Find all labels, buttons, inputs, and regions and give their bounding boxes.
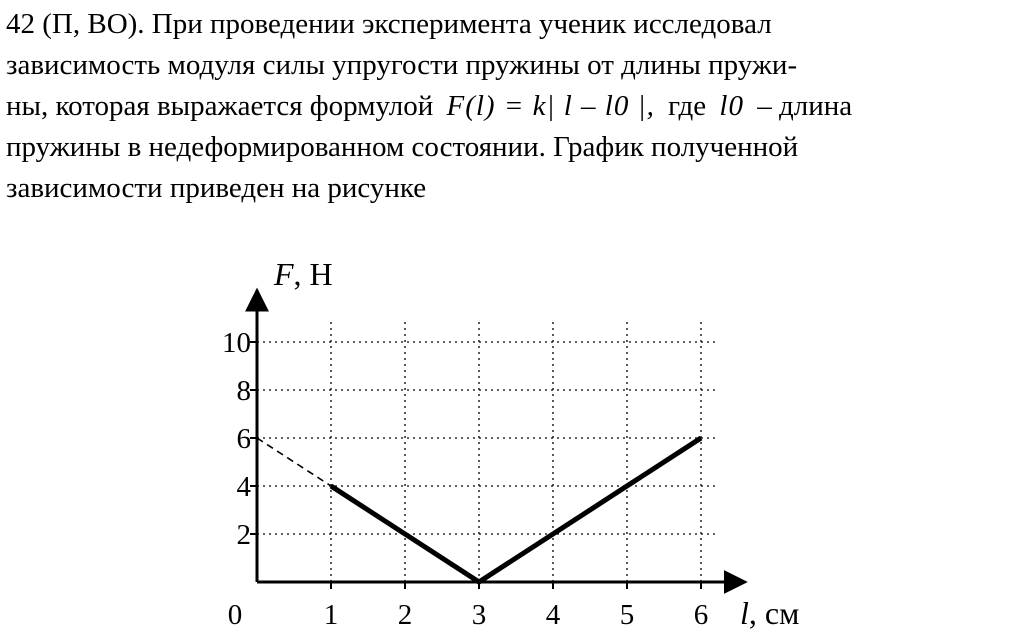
series-line-1-solid	[331, 438, 701, 582]
series-line-2-dashed	[257, 438, 331, 486]
x-tick-label-2: 2	[398, 599, 413, 629]
formula: F(l) = k| l – l0 |,	[440, 90, 660, 122]
problem-line-3-end: – длина	[757, 90, 852, 122]
problem-line-3-where: где	[668, 90, 706, 122]
problem-line-2: зависимость модуля силы упругости пружины от длины пружи-	[6, 45, 1014, 86]
x-tick-label-6: 6	[694, 599, 709, 629]
y-tick-label-10: 10	[222, 327, 251, 359]
problem-line-4: пружины в недеформированном состоянии. График полученной	[6, 127, 1014, 168]
problem-line-3-start: ны, которая выражается формулой	[6, 90, 433, 122]
y-tick-label-6: 6	[237, 423, 252, 455]
y-tick-label-2: 2	[237, 519, 252, 551]
problem-line-1: 42 (П, ВО). При проведении эксперимента ученик исследовал	[6, 4, 1014, 45]
x-tick-label-4: 4	[546, 599, 561, 629]
x-tick-label-1: 1	[324, 599, 339, 629]
x-tick-label-3: 3	[472, 599, 487, 629]
x-axis-title: l, см	[740, 595, 799, 629]
y-tick-label-4: 4	[237, 471, 252, 503]
origin-label: 0	[228, 599, 243, 629]
x-tick-label-5: 5	[620, 599, 635, 629]
y-axis-title: F, Н	[273, 256, 333, 292]
l0-symbol: l0	[713, 90, 750, 122]
y-tick-label-8: 8	[237, 375, 252, 407]
problem-line-5: зависимости приведен на рисунке	[6, 168, 1014, 209]
